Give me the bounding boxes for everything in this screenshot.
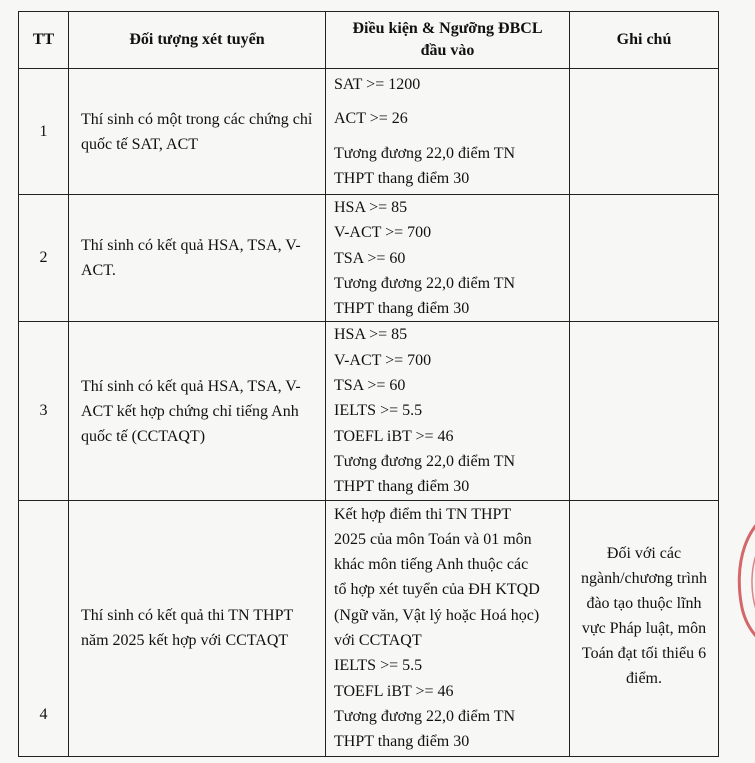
red-seal-stamp-icon — [728, 498, 755, 658]
header-subject: Đối tượng xét tuyển — [69, 12, 326, 69]
row-number: 2 — [19, 195, 69, 322]
condition-line: tổ hợp xét tuyển của ĐH KTQD — [334, 581, 540, 599]
row-number: 3 — [19, 322, 69, 500]
condition-line: THPT thang điểm 30 — [334, 733, 470, 751]
row-number: 4 — [19, 500, 69, 756]
row-number: 1 — [19, 69, 69, 195]
row-subject: Thí sinh có một trong các chứng chỉ quốc tế SAT, ACT — [69, 69, 326, 195]
row-conditions — [326, 322, 570, 500]
table-row — [19, 500, 719, 756]
condition-line: (Ngữ văn, Vật lý hoặc Hoá học) — [334, 606, 540, 624]
row-subject: Thí sinh có kết quả HSA, TSA, V-ACT. — [69, 195, 326, 322]
condition-line: TSA >= 60 — [334, 249, 406, 267]
table-row — [19, 322, 719, 500]
row-subject: Thí sinh có kết quả HSA, TSA, V-ACT kết hợp chứng chỉ tiếng Anh quốc tế (CCTAQT) — [69, 322, 326, 500]
condition-line: THPT thang điểm 30 — [334, 300, 470, 318]
header-condition — [326, 12, 570, 69]
row-conditions — [326, 195, 570, 322]
condition-line: TSA >= 60 — [334, 377, 406, 395]
header-condition-line1: Điều kiện & Ngưỡng ĐBCL — [352, 20, 543, 37]
condition-line: IELTS >= 5.5 — [334, 402, 423, 420]
row-conditions — [326, 69, 570, 195]
header-condition-line2: đầu vào — [420, 42, 475, 59]
condition-line: HSA >= 85 — [334, 199, 408, 216]
condition-line: HSA >= 85 — [334, 326, 408, 344]
condition-line: với CCTAQT — [334, 632, 422, 650]
row-note — [570, 69, 719, 195]
header-row — [19, 12, 719, 69]
condition-line: THPT thang điểm 30 — [334, 169, 470, 187]
condition-line: ACT >= 26 — [334, 110, 408, 128]
table-row — [19, 195, 719, 322]
condition-line: khác môn tiếng Anh thuộc các — [334, 556, 529, 574]
header-note: Ghi chú — [570, 12, 719, 69]
row-note — [570, 322, 719, 500]
condition-line: V-ACT >= 700 — [334, 224, 432, 242]
row-note: Đối với các ngành/chương trình đào tạo thuộc lĩnh vực Pháp luật, môn Toán đạt tối thiểu 6 điểm. — [570, 500, 719, 756]
condition-line: IELTS >= 5.5 — [334, 657, 423, 675]
row-conditions — [326, 500, 570, 756]
condition-line: SAT >= 1200 — [334, 75, 421, 93]
condition-line: 2025 của môn Toán và 01 môn — [334, 530, 532, 548]
condition-line: Tương đương 22,0 điểm TN — [334, 707, 516, 725]
condition-line: Tương đương 22,0 điểm TN — [334, 274, 516, 292]
condition-line: TOEFL iBT >= 46 — [334, 427, 454, 445]
row-subject: Thí sinh có kết quả thi TN THPT năm 2025 kết hợp với CCTAQT — [69, 500, 326, 756]
condition-line: Tương đương 22,0 điểm TN — [334, 452, 516, 470]
condition-line: V-ACT >= 700 — [334, 351, 432, 369]
header-tt: TT — [19, 12, 69, 69]
condition-line: TOEFL iBT >= 46 — [334, 682, 454, 700]
condition-line: Kết hợp điểm thi TN THPT — [334, 505, 512, 523]
admission-criteria-table — [18, 11, 719, 757]
condition-line: Tương đương 22,0 điểm TN — [334, 144, 516, 162]
table-row — [19, 69, 719, 195]
condition-line: THPT thang điểm 30 — [334, 478, 470, 496]
row-note — [570, 195, 719, 322]
